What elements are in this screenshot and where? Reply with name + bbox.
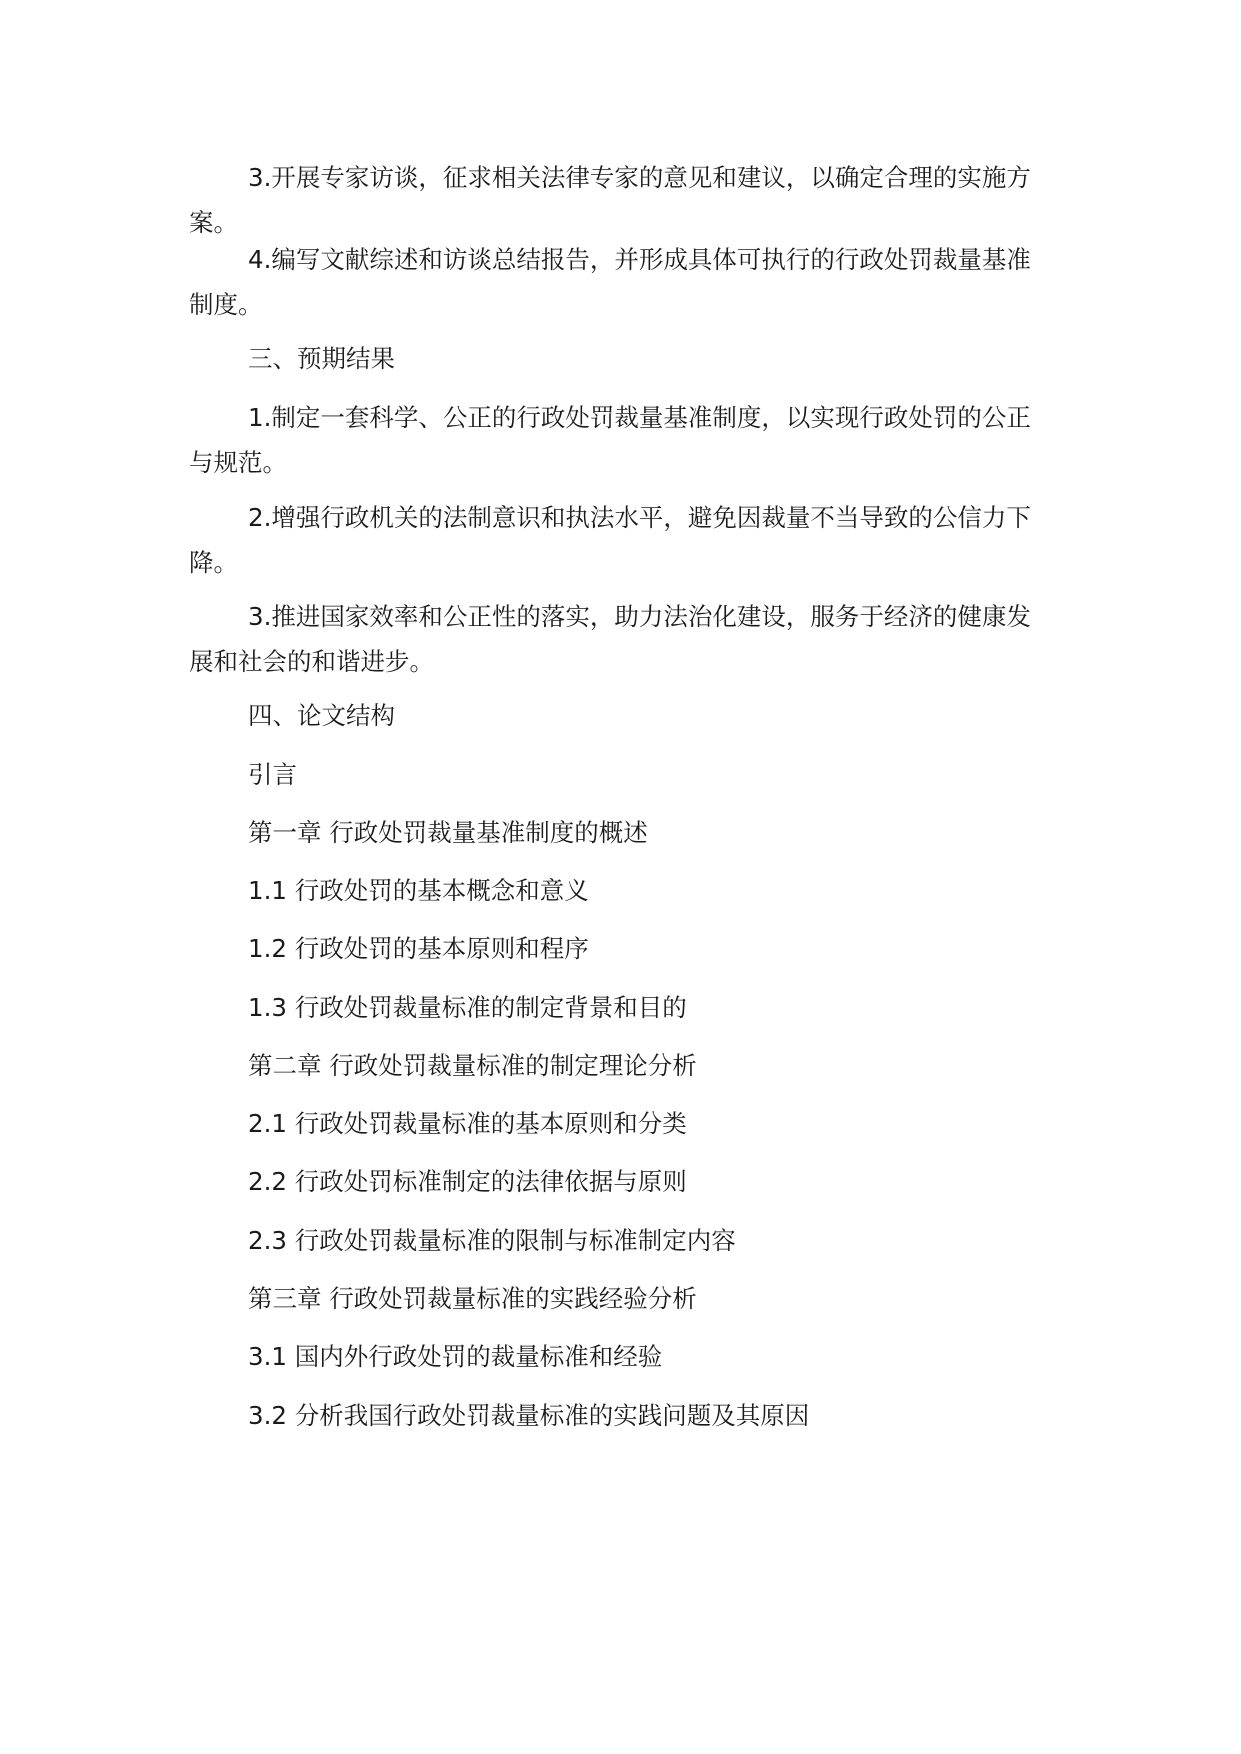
section-heading-expected-results: 三、预期结果	[248, 344, 395, 373]
outline-item-2-2: 2.2 行政处罚标准制定的法律依据与原则	[248, 1167, 687, 1196]
outline-item-3-2: 3.2 分析我国行政处罚裁量标准的实践问题及其原因	[248, 1401, 810, 1430]
outline-item-3-1: 3.1 国内外行政处罚的裁量标准和经验	[248, 1342, 663, 1371]
outline-chapter-3: 第三章 行政处罚裁量标准的实践经验分析	[248, 1284, 697, 1313]
paragraph-step-3: 3.开展专家访谈，征求相关法律专家的意见和建议，以确定合理的实施方案。	[189, 163, 1031, 237]
expected-result-1: 1.制定一套科学、公正的行政处罚裁量基准制度，以实现行政处罚的公正与规范。	[189, 403, 1031, 477]
section-heading-thesis-structure: 四、论文结构	[248, 701, 395, 730]
outline-introduction: 引言	[248, 760, 297, 789]
expected-result-2: 2.增强行政机关的法制意识和执法水平，避免因裁量不当导致的公信力下降。	[189, 503, 1031, 577]
outline-chapter-2: 第二章 行政处罚裁量标准的制定理论分析	[248, 1051, 697, 1080]
outline-item-2-3: 2.3 行政处罚裁量标准的限制与标准制定内容	[248, 1226, 736, 1255]
outline-item-1-2: 1.2 行政处罚的基本原则和程序	[248, 934, 589, 963]
outline-chapter-1: 第一章 行政处罚裁量基准制度的概述	[248, 818, 648, 847]
outline-item-2-1: 2.1 行政处罚裁量标准的基本原则和分类	[248, 1109, 687, 1138]
paragraph-step-4: 4.编写文献综述和访谈总结报告，并形成具体可执行的行政处罚裁量基准制度。	[189, 245, 1031, 319]
outline-item-1-3: 1.3 行政处罚裁量标准的制定背景和目的	[248, 993, 687, 1022]
expected-result-3: 3.推进国家效率和公正性的落实，助力法治化建设，服务于经济的健康发展和社会的和谐进步。	[189, 602, 1031, 676]
outline-item-1-1: 1.1 行政处罚的基本概念和意义	[248, 876, 589, 905]
